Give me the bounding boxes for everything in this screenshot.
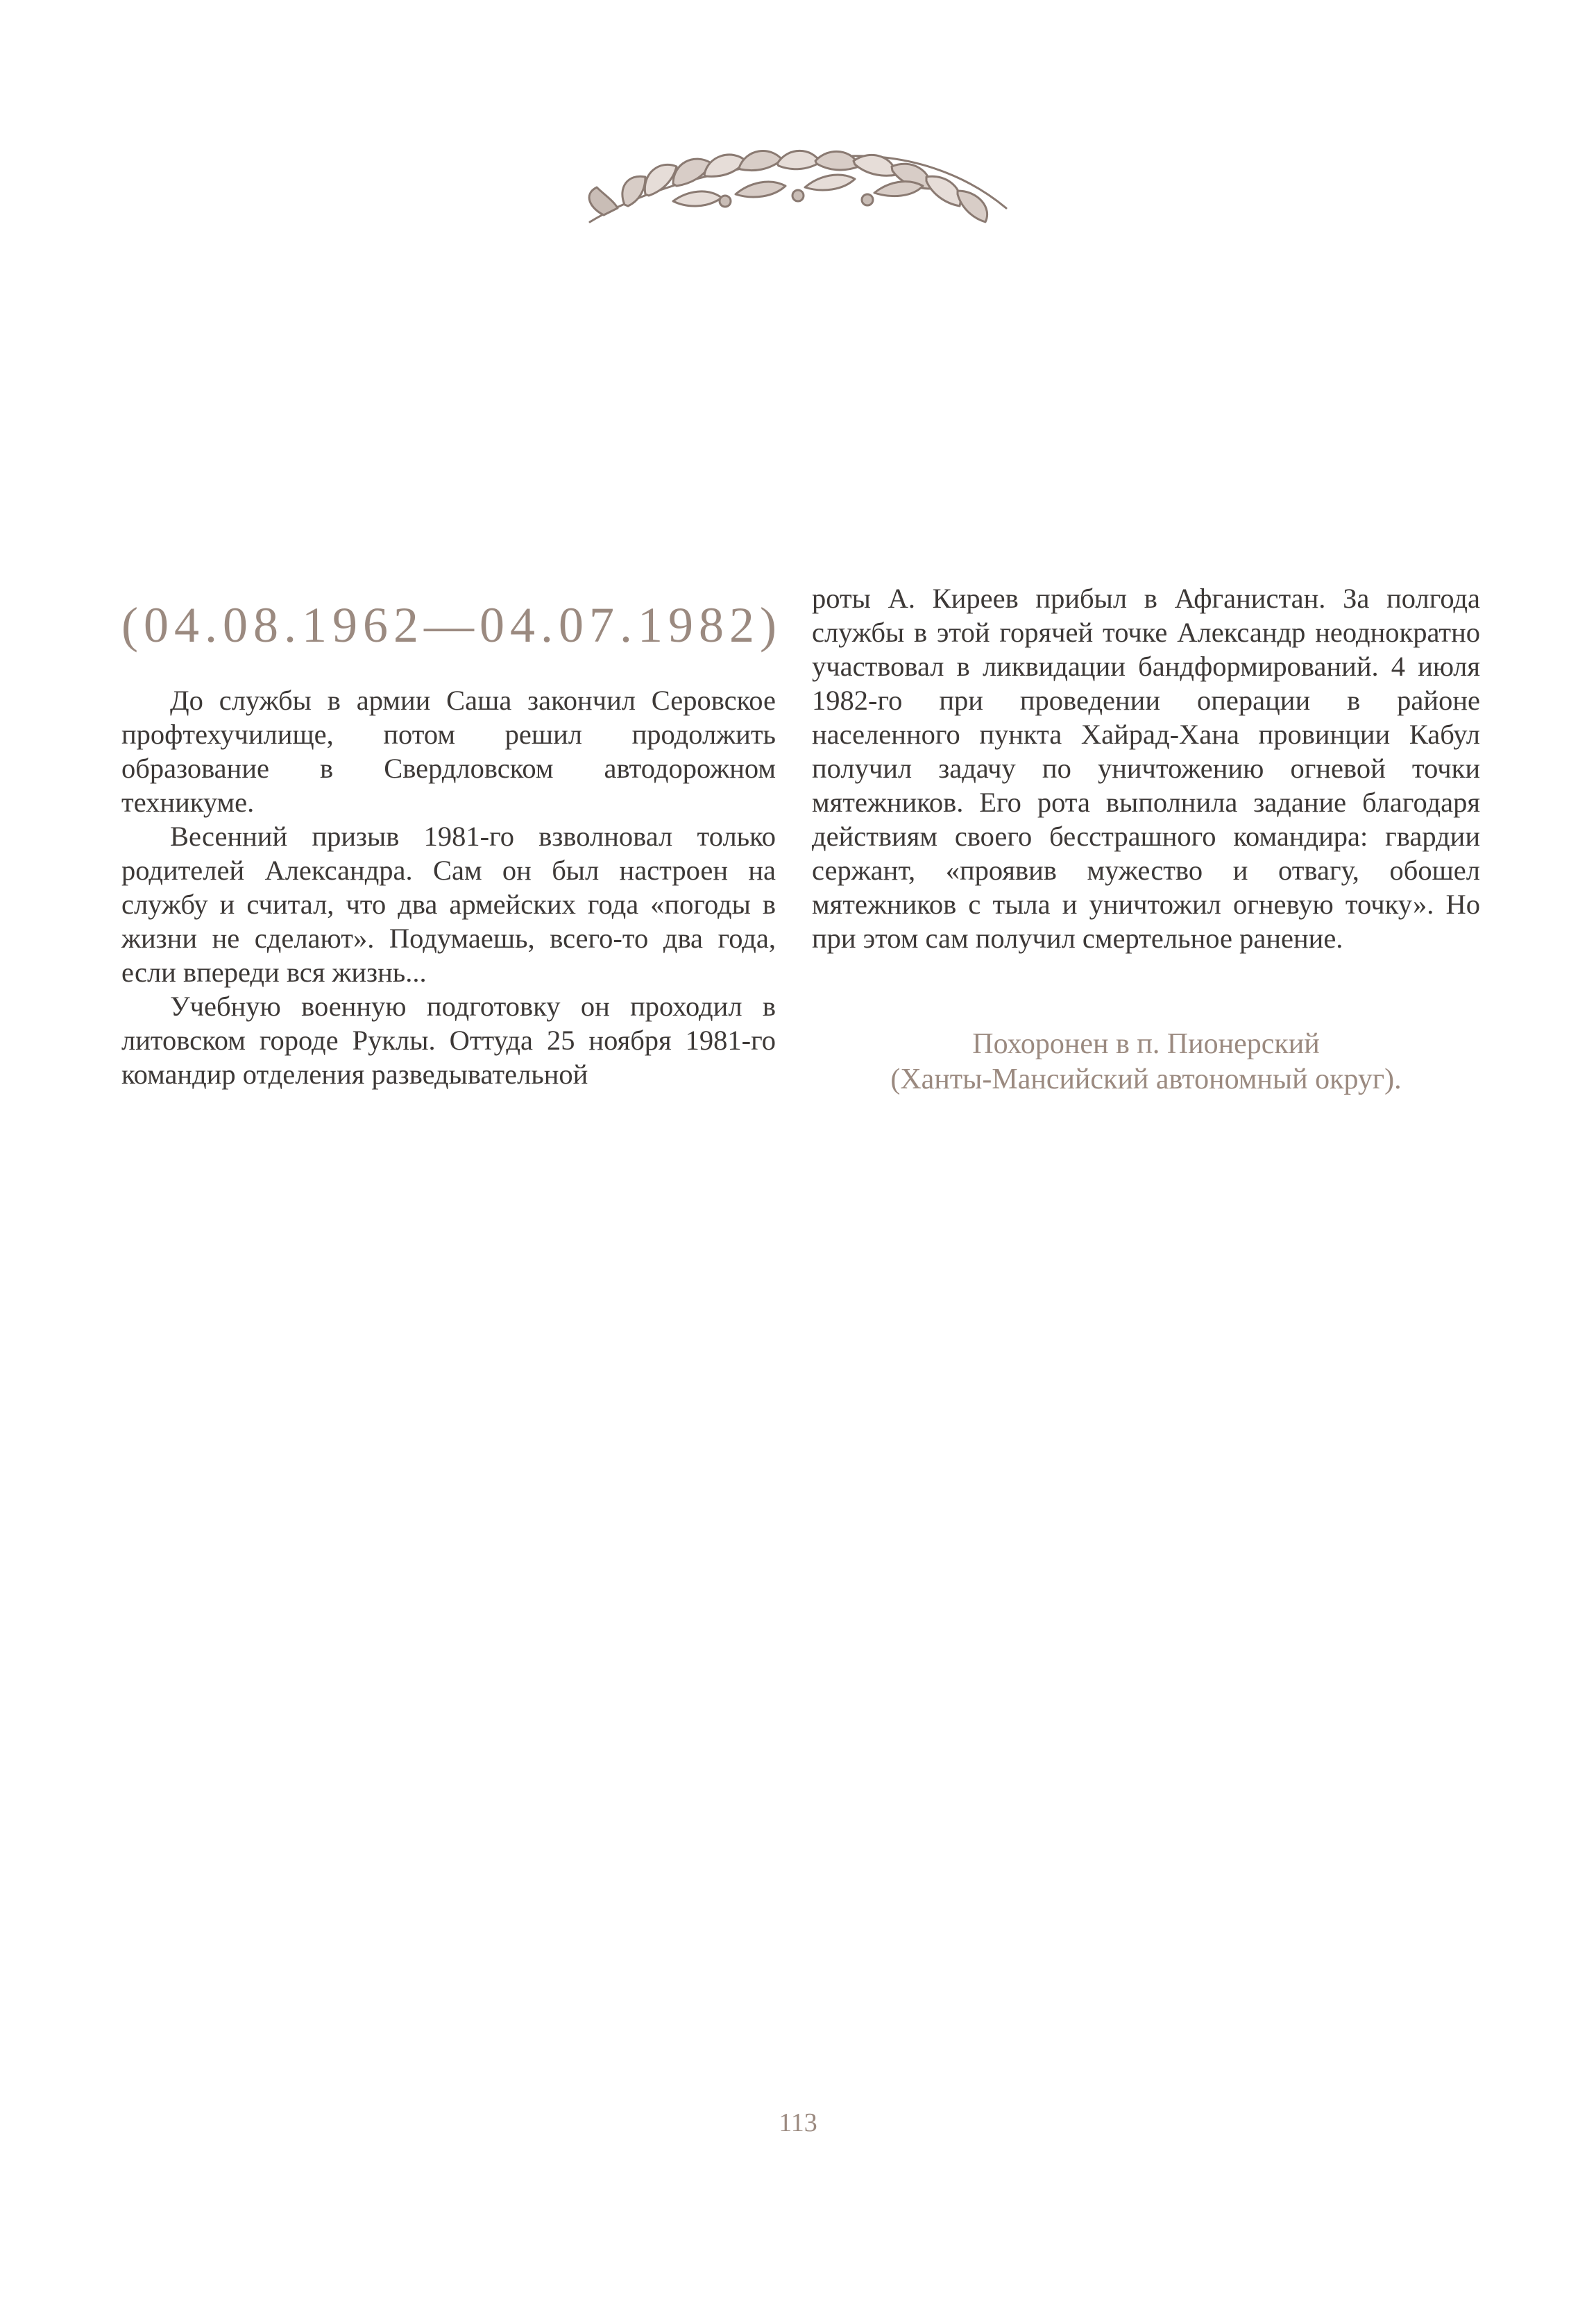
paragraph: Весенний призыв 1981-го взволновал только родителей Александра. Сам он был настроен на службу и считал, что два армейских года «погоды в жизни не сделают». Подумаешь, всего-то два года, если впереди вся жизнь... bbox=[121, 821, 776, 988]
paragraph: Учебную военную подготовку он проходил в литовском городе Руклы. Оттуда 25 ноября 1981-го командир отделения разведывательной bbox=[121, 991, 776, 1090]
burial-line-1: Похоронен в п. Пионерский bbox=[972, 1028, 1320, 1060]
burial-note bbox=[812, 1027, 1480, 1097]
paragraph: До службы в армии Саша закончил Серовское профтехучилище, потом решил продолжить образование в Свердловском автодорожном техникуме. bbox=[121, 685, 776, 818]
paragraph: роты А. Киреев прибыл в Афганистан. За полгода службы в этой горячей точке Александр неоднократно участвовал в ликвидации бандформирований. 4 июля 1982-го при проведении операции в районе населенного пункта Хайрад-Хана провинции Кабул получил задачу по уничтожению огневой точки мятежников. Его рота выполнила задание благодаря действиям своего бесстрашного командира: гвардии сержант, «проявив мужество и отвагу, обошел мятежников с тыла и уничтожил огневую точку». Но при этом сам получил смертельное ранение. bbox=[812, 583, 1480, 954]
page-number: 113 bbox=[779, 2108, 817, 2137]
left-text-column bbox=[121, 683, 776, 1091]
right-text-column bbox=[812, 581, 1480, 955]
oak-leaf-wreath-icon bbox=[576, 118, 1020, 243]
burial-line-2: (Ханты-Мансийский автономный округ). bbox=[890, 1063, 1402, 1095]
life-dates-heading: (04.08.1962—04.07.1982) bbox=[121, 597, 782, 653]
